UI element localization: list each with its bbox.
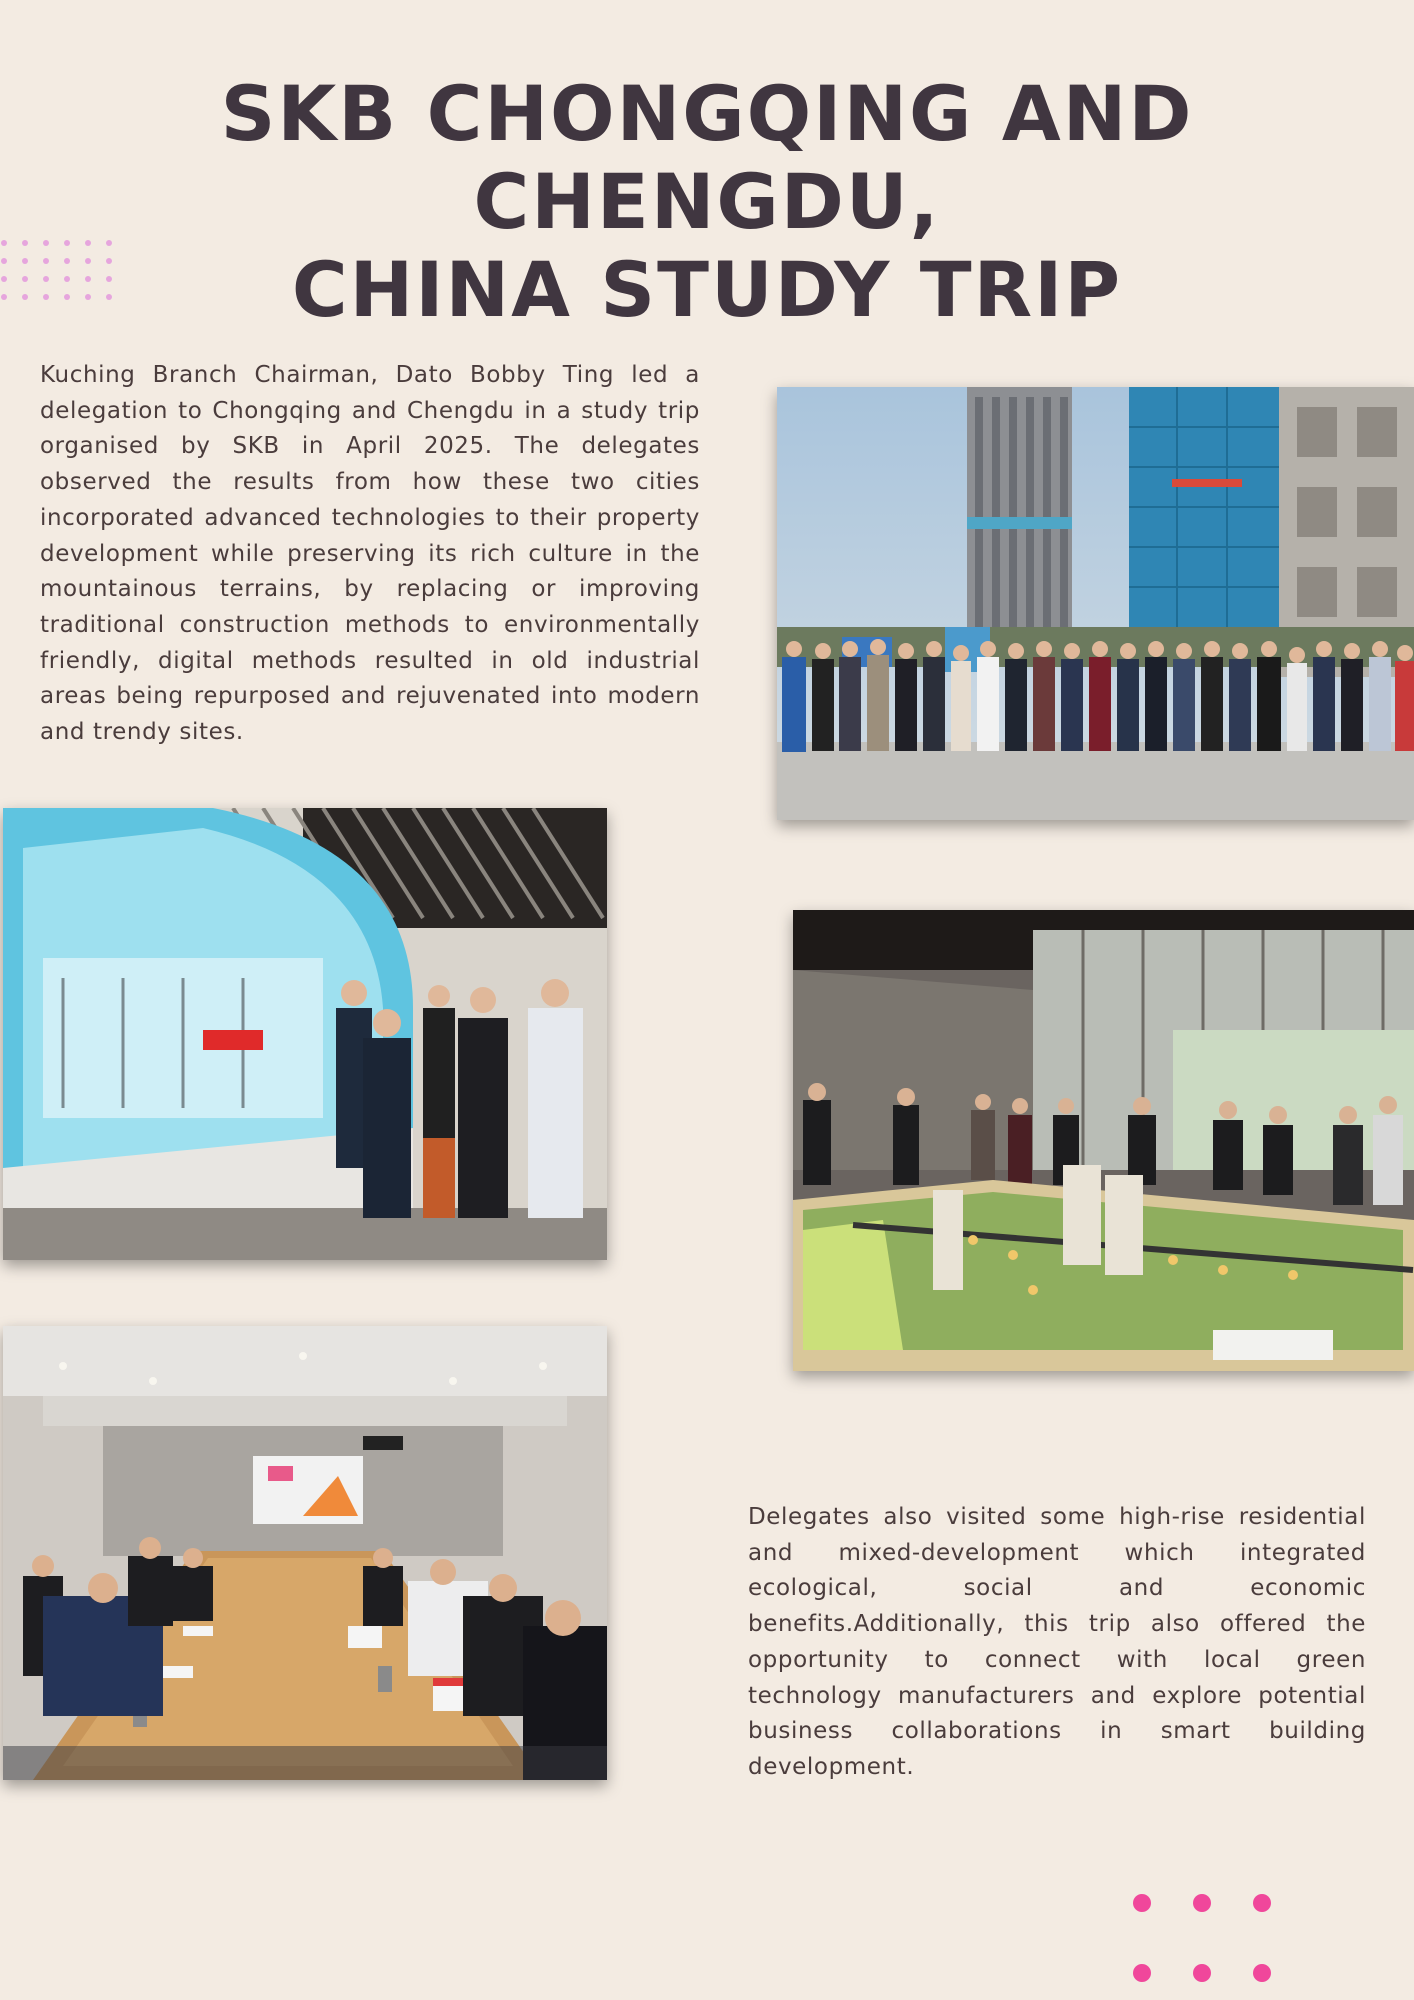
grid-dot <box>43 258 49 264</box>
pink-dot <box>1193 1894 1211 1912</box>
grid-dot <box>1 258 7 264</box>
decorative-dot-grid <box>0 240 120 300</box>
page-title <box>60 70 1354 334</box>
title-line-2: CHINA STUDY TRIP <box>291 245 1123 334</box>
grid-dot <box>106 240 112 246</box>
title-line-1: SKB CHONGQING AND CHENGDU, <box>220 69 1194 246</box>
pink-dot <box>1253 1964 1271 1982</box>
grid-dot <box>106 258 112 264</box>
grid-dot <box>1 276 7 282</box>
photo-meeting-room <box>3 1326 607 1780</box>
photo-architectural-model <box>793 910 1414 1371</box>
grid-dot <box>106 294 112 300</box>
grid-dot <box>1 294 7 300</box>
grid-dot <box>1 240 7 246</box>
pink-dot <box>1193 1964 1211 1982</box>
photo-group-construction-site <box>777 387 1414 820</box>
grid-dot <box>64 240 70 246</box>
grid-dot <box>22 276 28 282</box>
grid-dot <box>85 276 91 282</box>
intro-paragraph: Kuching Branch Chairman, Dato Bobby Ting led a delegation to Chongqing and Chengdu in a study trip organised by SKB in April 2025. The delegates observed the results from how these two cities incorporated advanced technologies to their property development while preserving its rich culture in the mountainous terrains, by replacing or improving traditional construction methods to environmentally friendly, digital methods resulted in old industrial areas being repurposed and rejuvenated into modern and trendy sites. <box>40 362 700 746</box>
pink-dot <box>1253 1894 1271 1912</box>
grid-dot <box>22 294 28 300</box>
grid-dot <box>22 240 28 246</box>
grid-dot <box>85 294 91 300</box>
pink-dot <box>1133 1964 1151 1982</box>
grid-dot <box>43 240 49 246</box>
grid-dot <box>64 276 70 282</box>
pink-dot <box>1133 1894 1151 1912</box>
grid-dot <box>64 258 70 264</box>
grid-dot <box>22 258 28 264</box>
grid-dot <box>43 276 49 282</box>
grid-dot <box>64 294 70 300</box>
grid-dot <box>85 258 91 264</box>
grid-dot <box>85 240 91 246</box>
grid-dot <box>43 294 49 300</box>
grid-dot <box>106 276 112 282</box>
photo-factory-showroom <box>3 808 607 1260</box>
closing-paragraph: Delegates also visited some high-rise residential and mixed-development which integrated ecological, social and economic benefits.Additionally, this trip also offered the opportunity to connect with local green technology manufacturers and explore potential business collaborations in smart building development. <box>748 1504 1366 1780</box>
